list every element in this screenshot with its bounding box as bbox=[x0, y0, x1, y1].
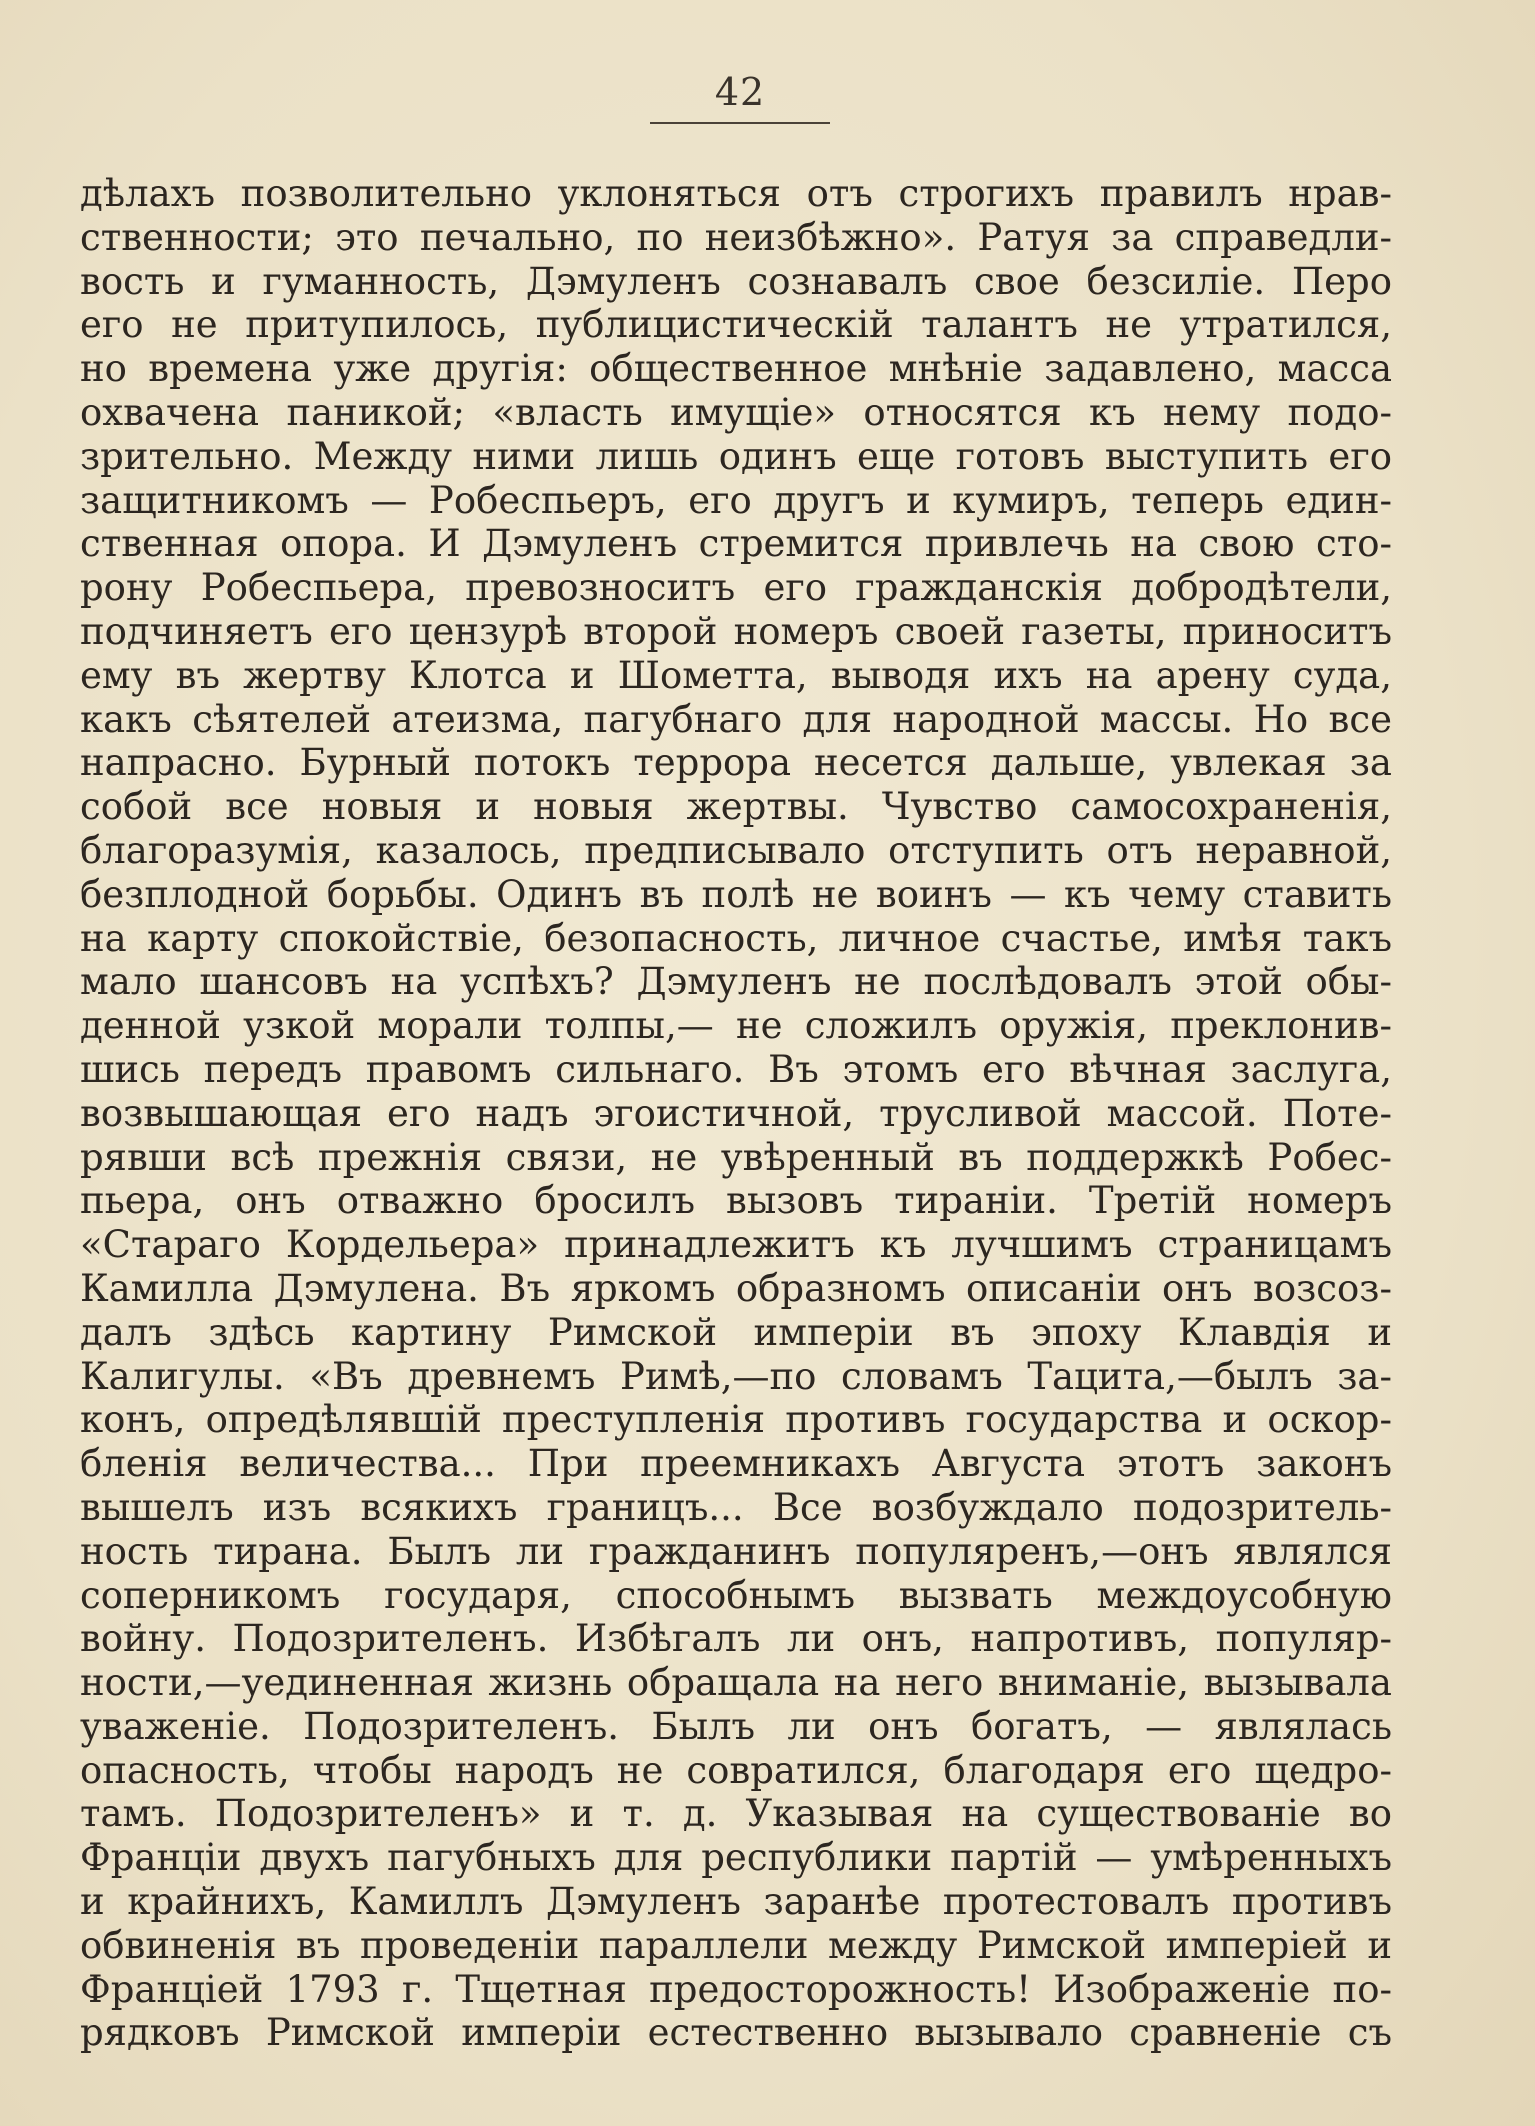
text-line: уваженіе. Подозрителенъ. Былъ ли онъ богатъ, — являлась bbox=[80, 1704, 1392, 1748]
text-line: но времена уже другія: общественное мнѣніе задавлено, масса bbox=[80, 347, 1392, 391]
text-line: Франціей 1793 г. Тщетная предосторожность! Изображеніе по- bbox=[80, 1967, 1392, 2011]
text-line: его не притупилось, публицистическій талантъ не утратился, bbox=[80, 303, 1392, 347]
text-line: Франціи двухъ пагубныхъ для республики партій — умѣренныхъ bbox=[80, 1836, 1392, 1880]
text-line: возвышающая его надъ эгоистичной, трусливой массой. Поте- bbox=[80, 1091, 1392, 1135]
text-line: безплодной борьбы. Одинъ въ полѣ не воинъ — къ чему ставить bbox=[80, 872, 1392, 916]
text-line: вость и гуманность, Дэмуленъ сознавалъ свое безсиліе. Перо bbox=[80, 259, 1392, 303]
text-line: ственности; это печально, по неизбѣжно». Ратуя за справедли- bbox=[80, 215, 1392, 259]
text-line: соперникомъ государя, способнымъ вызвать междоусобную bbox=[80, 1573, 1392, 1617]
body-text bbox=[80, 172, 1392, 2055]
text-line: мало шансовъ на успѣхъ? Дэмуленъ не послѣдовалъ этой обы- bbox=[80, 960, 1392, 1004]
text-line: обвиненія въ проведеніи параллели между Римской имперіей и bbox=[80, 1923, 1392, 1967]
text-line: ность тирана. Былъ ли гражданинъ популяренъ,—онъ являлся bbox=[80, 1529, 1392, 1573]
text-line: зрительно. Между ними лишь одинъ еще готовъ выступить его bbox=[80, 434, 1392, 478]
text-line: шись передъ правомъ сильнаго. Въ этомъ его вѣчная заслуга, bbox=[80, 1047, 1392, 1091]
text-line: рону Робеспьера, превозноситъ его гражданскія добродѣтели, bbox=[80, 566, 1392, 610]
text-line: ности,—уединенная жизнь обращала на него вниманіе, вызывала bbox=[80, 1661, 1392, 1705]
text-line: дѣлахъ позволительно уклоняться отъ строгихъ правилъ нрав- bbox=[80, 172, 1392, 215]
text-line: на карту спокойствіе, безопасность, личное счастье, имѣя такъ bbox=[80, 916, 1392, 960]
text-line: ственная опора. И Дэмуленъ стремится привлечь на свою сто- bbox=[80, 522, 1392, 566]
page-number-rule bbox=[650, 122, 830, 124]
text-line: какъ сѣятелей атеизма, пагубнаго для народной массы. Но все bbox=[80, 697, 1392, 741]
text-line: благоразумія, казалось, предписывало отступить отъ неравной, bbox=[80, 828, 1392, 872]
text-line: защитникомъ — Робеспьеръ, его другъ и кумиръ, теперь един- bbox=[80, 478, 1392, 522]
text-line: Калигулы. «Въ древнемъ Римѣ,—по словамъ Тацита,—былъ за- bbox=[80, 1354, 1392, 1398]
page-number: 42 bbox=[714, 70, 766, 114]
text-line: «Стараго Кордельера» принадлежитъ къ лучшимъ страницамъ bbox=[80, 1223, 1392, 1267]
text-line: денной узкой морали толпы,— не сложилъ оружія, преклонив- bbox=[80, 1004, 1392, 1048]
text-line: рядковъ Римской имперіи естественно вызывало сравненіе съ bbox=[80, 2011, 1392, 2055]
text-line: подчиняетъ его цензурѣ второй номеръ своей газеты, приноситъ bbox=[80, 609, 1392, 653]
text-line: пьера, онъ отважно бросилъ вызовъ тираніи. Третій номеръ bbox=[80, 1179, 1392, 1223]
text-line: ему въ жертву Клотса и Шометта, выводя ихъ на арену суда, bbox=[80, 653, 1392, 697]
text-line: конъ, опредѣлявшій преступленія противъ государства и оскор- bbox=[80, 1398, 1392, 1442]
text-line: войну. Подозрителенъ. Избѣгалъ ли онъ, напротивъ, популяр- bbox=[80, 1617, 1392, 1661]
text-line: и крайнихъ, Камиллъ Дэмуленъ заранѣе протестовалъ противъ bbox=[80, 1880, 1392, 1924]
text-line: тамъ. Подозрителенъ» и т. д. Указывая на существованіе во bbox=[80, 1792, 1392, 1836]
text-line: далъ здѣсь картину Римской имперіи въ эпоху Клавдія и bbox=[80, 1310, 1392, 1354]
text-line: рявши всѣ прежнія связи, не увѣренный въ поддержкѣ Робес- bbox=[80, 1135, 1392, 1179]
text-line: Камилла Дэмулена. Въ яркомъ образномъ описаніи онъ возсоз- bbox=[80, 1266, 1392, 1310]
text-line: опасность, чтобы народъ не совратился, благодаря его щедро- bbox=[80, 1748, 1392, 1792]
text-line: собой все новыя и новыя жертвы. Чувство самосохраненія, bbox=[80, 785, 1392, 829]
text-line: бленія величества... При преемникахъ Августа этотъ законъ bbox=[80, 1442, 1392, 1486]
text-line: охвачена паникой; «власть имущіе» относятся къ нему подо- bbox=[80, 390, 1392, 434]
text-line: напрасно. Бурный потокъ террора несется дальше, увлекая за bbox=[80, 741, 1392, 785]
text-line: вышелъ изъ всякихъ границъ... Все возбуждало подозритель- bbox=[80, 1485, 1392, 1529]
